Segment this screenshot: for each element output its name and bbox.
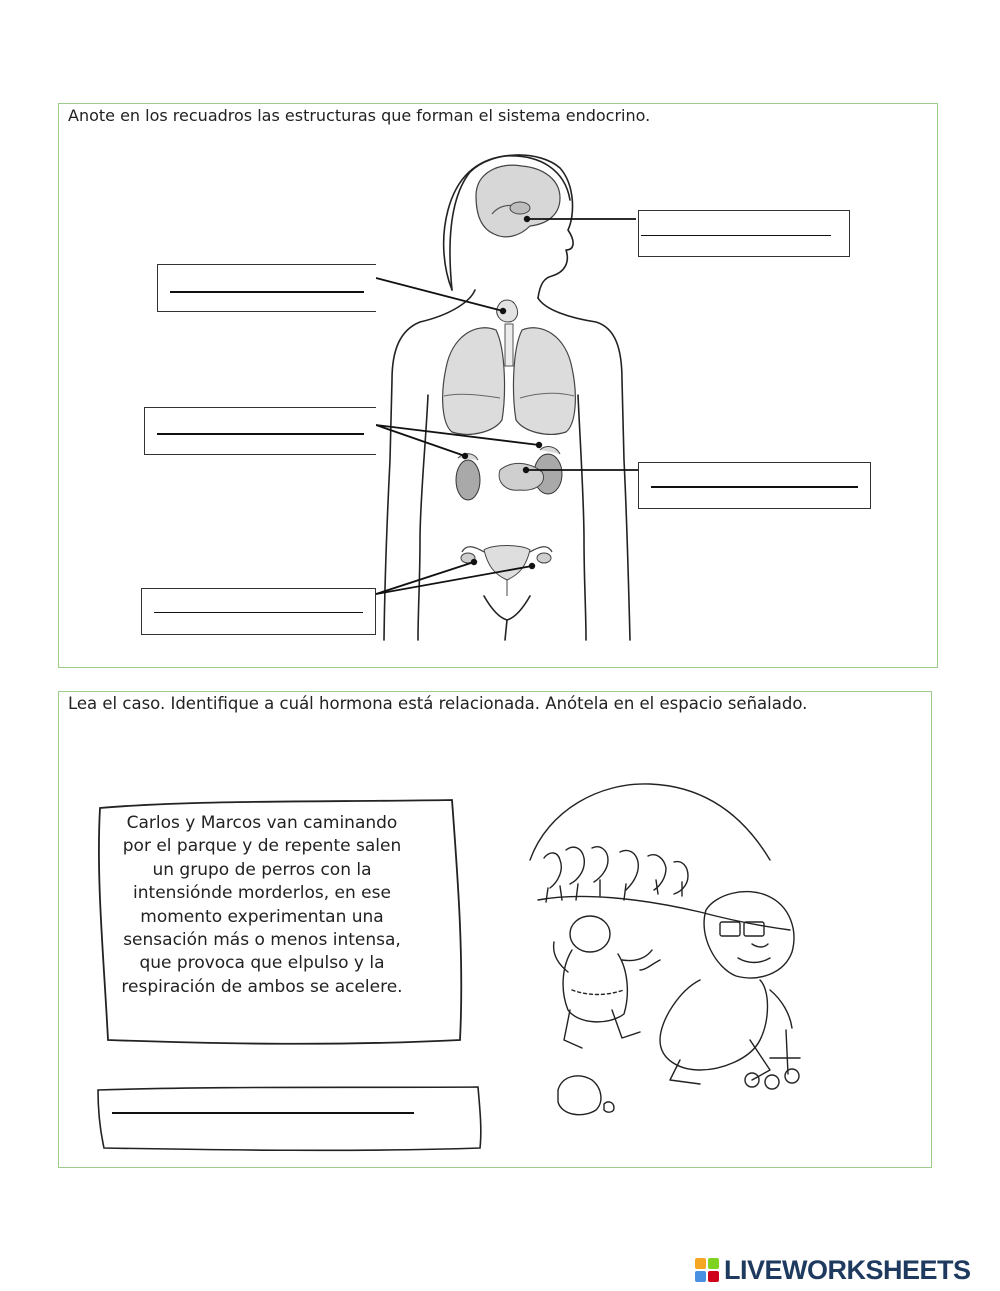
section-1-instruction: Anote en los recuadros las estructuras que forman el sistema endocrino.	[68, 106, 651, 125]
answer-box-pancreas[interactable]	[638, 462, 871, 509]
liveworksheets-logo	[695, 1255, 971, 1285]
groin-outline	[484, 596, 530, 620]
logo-block	[695, 1258, 706, 1269]
hormone-answer-input[interactable]	[112, 1094, 416, 1114]
logo-blocks-icon	[695, 1258, 719, 1282]
case-text: Carlos y Marcos van caminando por el parque y de repente salen un grupo de perros con la intensiónde morderlos, en ese momento experimentan una sensación más o menos intensa, que provoca que elpulso y la respiración de ambos se acelere.	[121, 813, 403, 997]
left-kidney	[456, 460, 480, 500]
logo-block	[708, 1258, 719, 1269]
right-ovary	[537, 553, 551, 563]
uterus	[484, 546, 530, 581]
answer-box-adrenal[interactable]	[144, 407, 376, 455]
leg-divide	[505, 620, 507, 640]
right-lung	[514, 328, 576, 435]
right-arm-inner	[578, 395, 586, 640]
answer-box-pituitary[interactable]	[638, 210, 850, 257]
logo-block	[708, 1271, 719, 1282]
logo-text: LIVEWORKSHEETS	[724, 1254, 971, 1285]
answer-box-thyroid[interactable]	[157, 264, 376, 312]
brain-shape	[476, 165, 560, 237]
section-2-instruction: Lea el caso. Identifique a cuál hormona está relacionada. Anótela en el espacio señalado.	[68, 694, 808, 713]
logo-block	[695, 1271, 706, 1282]
answer-input-ovaries[interactable]	[154, 595, 363, 617]
answer-input-thyroid[interactable]	[170, 271, 364, 293]
left-lung	[443, 328, 505, 435]
answer-box-ovaries[interactable]	[141, 588, 376, 635]
